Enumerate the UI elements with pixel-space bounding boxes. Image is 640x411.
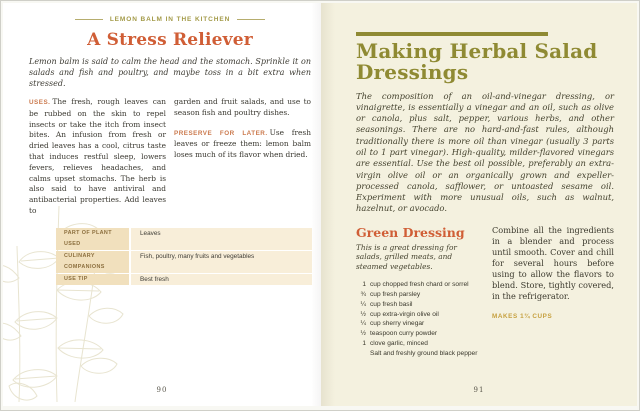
table-row-label: USE TIP [56,274,129,285]
ingredient-name: clove garlic, minced [370,340,428,348]
kicker-rule-left [75,19,103,20]
ingredient-row [356,280,482,290]
ingredient-list [356,280,482,358]
running-head [29,16,311,23]
ingredient-qty: 1 [362,281,366,289]
chapter-intro-paragraph: The composition of an oil-and-vinegar dressing, or vinaigrette, is essentially a vinegar and an oil, such as olive or canola, plus salt, pepper, various herbs, and other seasonings. There are no hard-and-fast rules, although traditionally there is more oil than vinegar (usually 3 parts oil to 1 part vinegar). High-quality, milder-flavored vinegars are essential. Use the best oil possible, preferably an extra-virgin olive oil or an organically grown and expeller-processed canola, safflower, or untoasted sesame oil. Experiment with more unusual oils, such as walnut, hazelnut, or avocado. [356,90,614,214]
ingredient-row [356,329,482,339]
recipe-method-column [492,225,614,359]
ingredient-name: Salt and freshly ground black pepper [370,349,478,357]
ingredient-qty: ¼ [360,300,366,308]
uses-label: USES. [29,99,51,106]
table-row-value: Best fresh [131,274,312,285]
kicker-text: LEMON BALM IN THE KITCHEN [109,16,231,23]
ingredient-name: cup sherry vinegar [370,320,425,328]
left-page-title: A Stress Reliever [87,30,253,50]
table-row [56,251,312,273]
ingredient-qty: ½ [360,310,366,318]
recipe-yield: MAKES 1¾ CUPS [492,312,553,320]
uses-paragraph [29,97,166,217]
left-page [3,3,321,406]
preserve-text: Use fresh leaves or freeze them: lemon balm loses much of its flavor when dried. [174,127,311,160]
ingredient-name: cup fresh basil [370,300,413,308]
table-row-label: PART OF PLANT USED [56,228,129,250]
recipe-method: Combine all the ingredients in a blender and process until smooth. Cover and chill for several hours before using to allow the flavors to blend. Store, tightly covered, in the refrigerator. [492,224,614,301]
ingredient-qty: 1 [362,340,366,348]
table-row-value: Leaves [131,228,312,250]
plant-fact-table [56,228,312,285]
ingredient-qty: ¼ [360,320,366,328]
ingredient-name: cup fresh parsley [370,291,421,299]
left-page-content [3,3,321,285]
right-page-number: 91 [473,386,485,394]
ingredient-row [356,319,482,329]
table-row-label: CULINARY COMPANIONS [56,251,129,273]
ingredient-name: cup extra-virgin olive oil [370,310,439,318]
ingredient-row [356,300,482,310]
recipe-ingredients-column [356,225,482,359]
left-two-column-text [29,97,311,217]
preserve-paragraph [174,128,311,161]
left-column-2 [174,97,311,217]
right-page-content [321,3,637,359]
preserve-label: PRESERVE FOR LATER. [174,129,268,137]
recipe-title: Green Dressing [356,224,465,240]
table-row [56,274,312,285]
uses-text-continued: garden and fruit salads, and use to season fish and poultry dishes. [174,97,311,117]
right-page [321,3,637,406]
left-page-number: 90 [156,386,168,394]
table-row [56,228,312,250]
kicker-rule-right [237,19,265,20]
ingredient-name: cup chopped fresh chard or sorrel [370,281,469,289]
left-column-1 [29,97,166,217]
chapter-title-rule [356,32,548,36]
uses-text: The fresh, rough leaves can be rubbed on the skin to repel insects or take the itch from insect bites. An infusion from fresh or dried leaves has a cool, citrus taste that induces restful sleep, lowers fevers, relieves headaches, and calms upset stomachs. The herb is also said to have antiviral and antibacterial properties. Add leaves to [29,97,166,215]
table-row-value: Fish, poultry, many fruits and vegetables [131,251,312,273]
recipe-section [356,225,614,359]
ingredient-qty: ½ [360,330,366,338]
ingredient-row [356,290,482,300]
chapter-title: Making Herbal Salad Dressings [356,38,598,84]
ingredient-row [356,339,482,349]
ingredient-row [356,310,482,320]
left-intro-paragraph: Lemon balm is said to calm the head and the stomach. Sprinkle it on salads and fish and poultry, and maybe toss in a bit extra when stressed. [29,57,311,88]
ingredient-qty [356,349,366,359]
ingredient-row [356,349,482,359]
spread [3,3,637,406]
recipe-note: This is a great dressing for salads, grilled meats, and steamed vegetables. [356,242,457,271]
ingredient-qty: ¾ [360,291,366,299]
ingredient-name: teaspoon curry powder [370,330,438,338]
